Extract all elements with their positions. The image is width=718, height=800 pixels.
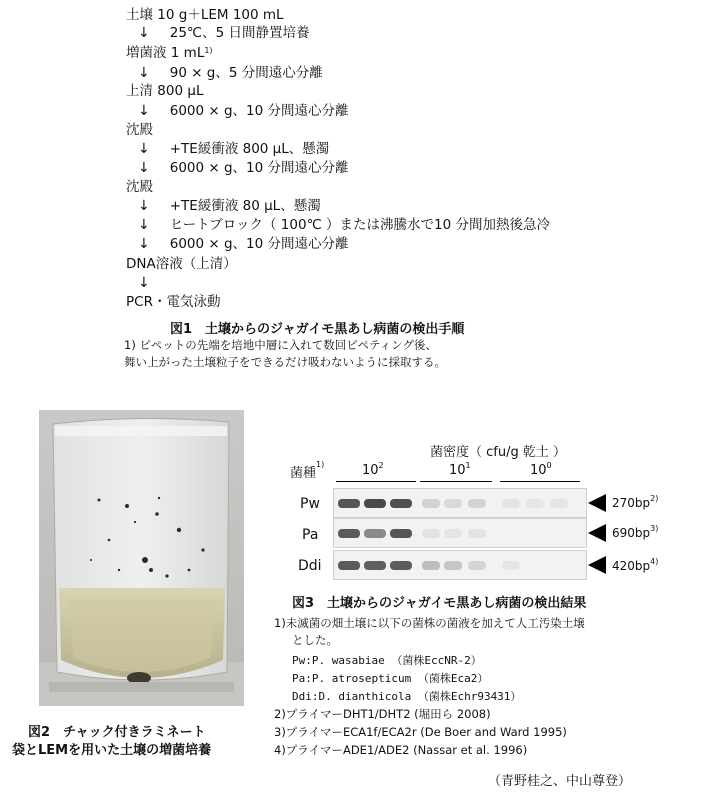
gel-band <box>338 561 360 570</box>
gel-row-pa <box>333 518 587 548</box>
step-enrichment: 増菌液 1 $mL^{1)}$ <box>126 45 213 61</box>
gel-band <box>422 499 440 508</box>
column-divider <box>420 481 492 482</box>
step-incubate: ↓ 25℃、5 日間静置培養 <box>138 25 310 41</box>
down-arrow-icon: ↓ <box>138 236 150 252</box>
gel-band <box>390 561 412 570</box>
authors: （青野桂之、中山尊登） <box>488 774 632 789</box>
gel-band <box>390 499 412 508</box>
step-dna-solution: DNA溶液（上清） <box>126 256 237 272</box>
bag-photo <box>39 410 244 706</box>
gel-band <box>550 499 568 508</box>
column-label-10-2: $10^2$ <box>362 461 384 478</box>
species-label: 菌種$^{1)}$ <box>290 460 325 481</box>
down-arrow-icon: ↓ <box>138 103 150 119</box>
step-soil-lem: 土壌 10 g＋LEM 100 mL <box>126 7 284 23</box>
fig3-note-1-line2: とした。 <box>292 633 338 647</box>
gel-band <box>364 529 386 538</box>
gel-band <box>364 561 386 570</box>
density-label: 菌密度（ cfu/g 乾土 ） <box>430 445 566 460</box>
step-centrifuge-6000-b: ↓ 6000 × g、10 分間遠心分離 <box>138 160 349 176</box>
gel-band <box>364 499 386 508</box>
fig3-note-1-line1: 1)未滅菌の畑土壌に以下の菌株の菌液を加えて人工汚染土壌 <box>274 616 585 630</box>
gel-band <box>468 561 486 570</box>
gel-row-pw <box>333 488 587 518</box>
fig3-note-4: 4)プライマーADE1/ADE2 (Nassar et al. 1996) <box>274 743 528 757</box>
gel-band <box>338 529 360 538</box>
step-centrifuge-90: ↓ 90 × g、5 分間遠心分離 <box>138 65 323 81</box>
step-supernatant: 上清 800 μL <box>126 83 204 99</box>
step-pellet-a: 沈殿 <box>126 122 153 138</box>
step-centrifuge-6000-a: ↓ 6000 × g、10 分間遠心分離 <box>138 103 349 119</box>
gel-band <box>468 499 486 508</box>
gel-row-ddi <box>333 550 587 580</box>
gel-band <box>502 561 520 570</box>
fig3-note-pw: Pw:P. wasabiae （菌株EccNR-2） <box>292 654 482 667</box>
step-arrow-final <box>138 274 150 292</box>
down-arrow-icon: ↓ <box>138 160 150 176</box>
step-te-800: ↓ +TE緩衝液 800 μL、懸濁 <box>138 141 330 157</box>
column-label-10-1: $10^1$ <box>449 461 471 478</box>
fig1-caption: 図1 土壌からのジャガイモ黒あし病菌の検出手順 <box>170 322 465 337</box>
fig3-note-pa: Pa:P. atrosepticum （菌株Eca2） <box>292 672 489 685</box>
marker-arrow-icon <box>588 556 606 574</box>
fig1-note-line2: 舞い上がった土壌粒子をできるだけ吸わないように採取する。 <box>124 355 446 369</box>
gel-band <box>422 529 440 538</box>
row-label-pw: Pw <box>300 496 320 512</box>
gel-band <box>444 561 462 570</box>
gel-band <box>444 499 462 508</box>
gel-band <box>390 529 412 538</box>
fig2-caption-line1: 図2 チャック付きラミネート <box>28 725 206 740</box>
down-arrow-icon: ↓ <box>138 198 150 214</box>
column-divider <box>336 481 416 482</box>
row-label-pa: Pa <box>302 527 319 543</box>
bp-label-pa: $690bp^{3)}$ <box>612 524 659 540</box>
row-label-ddi: Ddi <box>298 558 322 574</box>
column-divider <box>500 481 580 482</box>
fig3-note-2: 2)プライマーDHT1/DHT2 (堀田ら 2008) <box>274 707 491 721</box>
fig3-note-ddi: Ddi:D. dianthicola （菌株Echr93431） <box>292 690 522 703</box>
gel-band <box>422 561 440 570</box>
fig2-caption-line2: 袋とLEMを用いた土壌の増菌培養 <box>12 743 212 758</box>
gel-band <box>502 499 520 508</box>
marker-arrow-icon <box>588 524 606 542</box>
gel-band <box>526 499 544 508</box>
bp-label-pw: $270bp^{2)}$ <box>612 494 659 510</box>
down-arrow-icon: ↓ <box>138 65 150 81</box>
fig1-note-line1: 1) ピペットの先端を培地中層に入れて数回ピペティング後、 <box>124 338 437 352</box>
bp-label-ddi: $420bp^{4)}$ <box>612 557 659 573</box>
step-heat: ↓ ヒートブロック（ 100℃ ）または沸騰水で10 分間加熱後急冷 <box>138 217 550 233</box>
fig3-note-3: 3)プライマーECA1f/ECA2r (De Boer and Ward 1995) <box>274 725 567 739</box>
down-arrow-icon: ↓ <box>138 217 150 233</box>
step-te-80: ↓ +TE緩衝液 80 μL、懸濁 <box>138 198 321 214</box>
gel-band <box>338 499 360 508</box>
down-arrow-icon: ↓ <box>138 141 150 157</box>
gel-band <box>468 529 486 538</box>
down-arrow-icon: ↓ <box>138 275 150 291</box>
column-label-10-0: $10^0$ <box>530 461 552 478</box>
marker-arrow-icon <box>588 494 606 512</box>
gel-band <box>444 529 462 538</box>
step-pellet-b: 沈殿 <box>126 179 153 195</box>
step-centrifuge-6000-c: ↓ 6000 × g、10 分間遠心分離 <box>138 236 349 252</box>
down-arrow-icon: ↓ <box>138 25 150 41</box>
step-pcr: PCR・電気泳動 <box>126 294 221 310</box>
fig3-caption: 図3 土壌からのジャガイモ黒あし病菌の検出結果 <box>292 596 587 611</box>
